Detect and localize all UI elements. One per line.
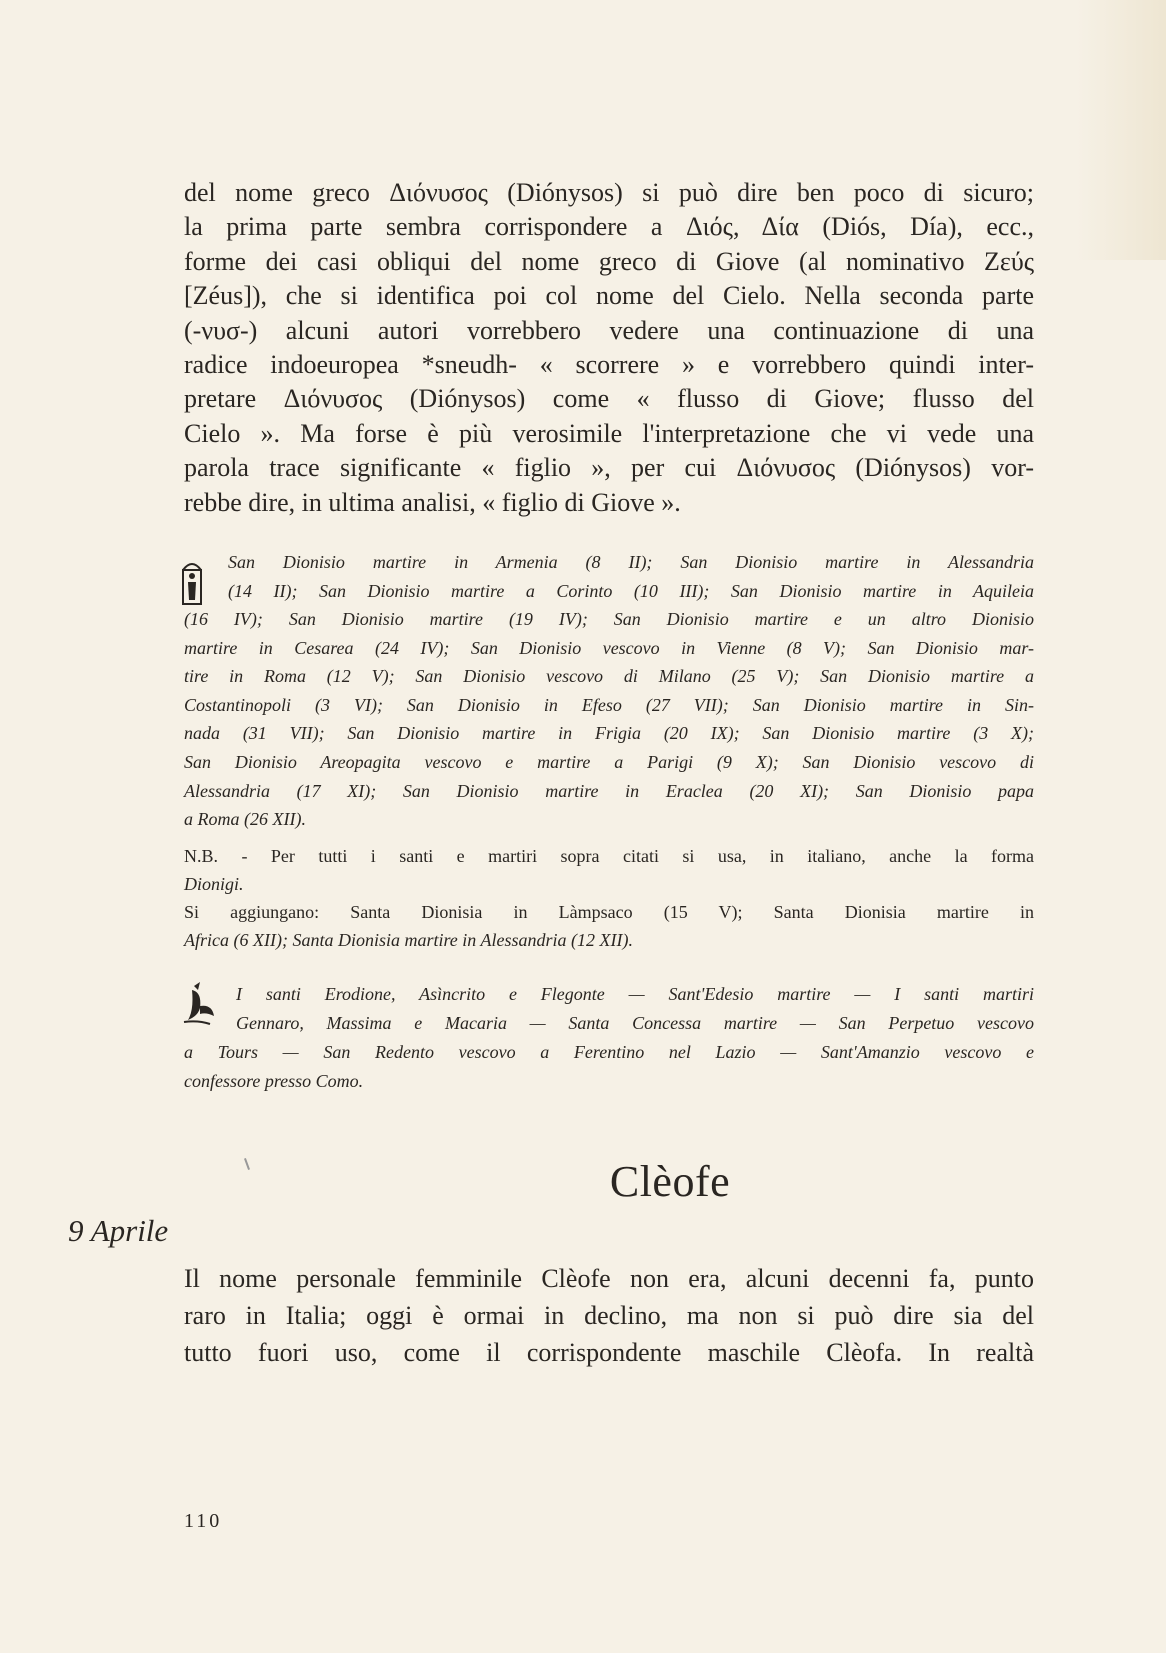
entry-title: Clèofe — [609, 1157, 731, 1206]
text-line: del nome greco Διόνυσος (Diónysos) si può dire ben poco di sicuro; — [184, 178, 1034, 207]
additions-note: Si aggiungano: Santa Dionisia in Làmpsaco (15 V); Santa Dionisia martire in — [184, 902, 1034, 922]
paper-stain — [1076, 0, 1166, 260]
feast-list — [184, 980, 1034, 1038]
nb-note-cont: Dionigi. — [184, 874, 244, 894]
main-paragraph — [184, 176, 1034, 520]
text-line: pretare Διόνυσος (Diónysos) come « flusso di Giove; flusso del — [184, 384, 1034, 414]
additions-note-cont: Africa (6 XII); Santa Dionisia martire in Alessandria (12 XII). — [184, 930, 633, 950]
feast-line: I santi Erodione, Asìncrito e Flegonte — Sant'Edesio martire — I santi martiri — [236, 984, 1034, 1004]
saints-line: (14 II); San Dionisio martire a Corinto (10 III); San Dionisio martire in Aquileia — [228, 580, 1034, 601]
text-line: parola trace significante « figlio », per cui Διόνυσος (Diónysos) vor- — [184, 453, 1034, 483]
saints-line: nada (31 VII); San Dionisio martire in Frigia (20 IX); San Dionisio martire (3 X); — [184, 723, 1034, 744]
saints-line: Alessandria (17 XI); San Dionisio martire in Eraclea (20 XI); San Dionisio papa — [184, 780, 1034, 801]
feast-line: a Tours — San Redento vescovo a Ferentino nel Lazio — Sant'Amanzio vescovo e — [184, 1042, 1034, 1062]
saints-line: Costantinopoli (3 VI); San Dionisio in Efeso (27 VII); San Dionisio martire in Sin- — [184, 694, 1034, 715]
text-line: forme dei casi obliqui del nome greco di Giove (al nominativo Ζεύς — [184, 246, 1034, 276]
entry-paragraph — [184, 1260, 1034, 1371]
text-line: Cielo ». Ma forse è più verosimile l'interpretazione che vi vede una — [184, 418, 1034, 448]
saints-line: a Roma (26 XII). — [184, 809, 306, 830]
nb-note: N.B. - Per tutti i santi e martiri sopra citati si usa, in italiano, anche la forma — [184, 846, 1034, 866]
saints-list-cont — [184, 605, 1034, 834]
text-line: la prima parte sembra corrispondere a Διός, Δία (Diós, Día), ecc., — [184, 212, 1034, 242]
page-number: 110 — [184, 1510, 223, 1532]
text-line: rebbe dire, in ultima analisi, « figlio di Giove ». — [184, 487, 681, 517]
saints-line: martire in Cesarea (24 IV); San Dionisio vescovo in Vienne (8 V); San Dionisio mar- — [184, 637, 1034, 658]
feast-line: confessore presso Como. — [184, 1071, 364, 1091]
saints-line: San Dionisio Areopagita vescovo e martire a Parigi (9 X); San Dionisio vescovo di — [184, 751, 1034, 772]
entry-date: 9 Aprile — [68, 1213, 169, 1248]
saints-line: (16 IV); San Dionisio martire (19 IV); San Dionisio martire e un altro Dionisio — [184, 609, 1034, 629]
text-line: tutto fuori uso, come il corrispondente maschile Clèofa. In realtà — [184, 1338, 1034, 1367]
text-line: (-νυσ-) alcuni autori vorrebbero vedere una continuazione di una — [184, 315, 1034, 345]
stray-mark — [244, 1158, 250, 1170]
text-line: [Zéus]), che si identifica poi col nome del Cielo. Nella seconda parte — [184, 281, 1034, 311]
text-line: Il nome personale femminile Clèofe non era, alcuni decenni fa, punto — [184, 1264, 1034, 1293]
saints-line: tire in Roma (12 V); San Dionisio vescovo di Milano (25 V); San Dionisio martire a — [184, 666, 1034, 687]
feast-line: Gennaro, Massima e Macaria — Santa Concessa martire — San Perpetuo vescovo — [236, 1013, 1034, 1033]
saints-line: San Dionisio martire in Armenia (8 II); San Dionisio martire in Alessandria — [228, 552, 1034, 572]
saints-list — [184, 548, 1034, 605]
text-line: radice indoeuropea *sneudh- « scorrere » e vorrebbero quindi inter- — [184, 350, 1034, 380]
text-line: raro in Italia; oggi è ormai in declino, ma non si può dire sia del — [184, 1301, 1034, 1330]
feast-list-cont — [184, 1038, 1034, 1096]
